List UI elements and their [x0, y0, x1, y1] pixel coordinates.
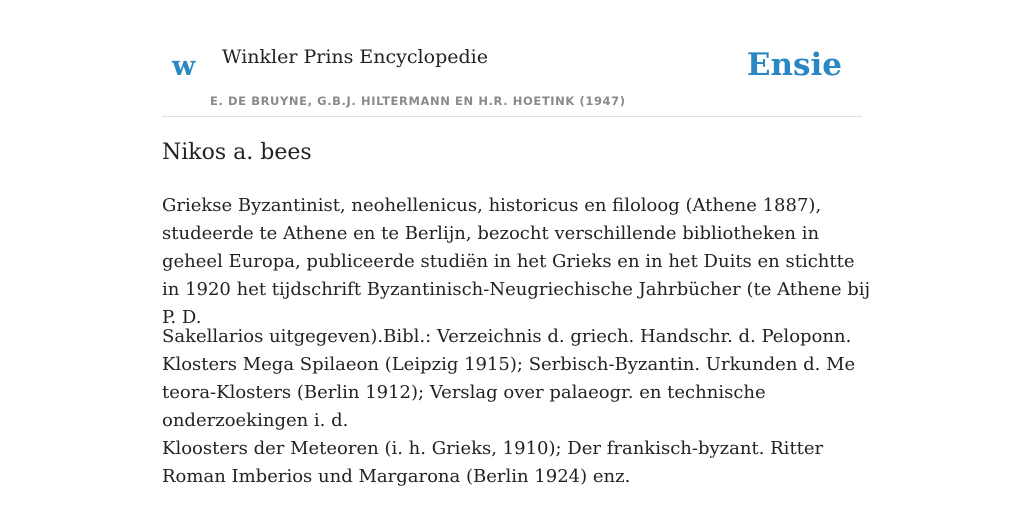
logo-icon[interactable]: w	[172, 51, 196, 82]
article-paragraph-2: Sakellarios uitgegeven).Bibl.: Verzeichnis d. griech. Handschr. d. Peloponn. Klosters Mega Spilaeon (Leipzig 1915); Serbisch-Byzantin. Urkunden d. Me teora-Klosters (Berlin 1912); Verslag over palaeogr. en technische onderzoekingen i. d.	[162, 326, 856, 431]
authors-line: E. DE BRUYNE, G.B.J. HILTERMANN EN H.R. HOETINK (1947)	[210, 94, 626, 108]
ensie-brand-link[interactable]: Ensie	[746, 47, 842, 83]
book-title-link[interactable]: Winkler Prins Encyclopedie	[222, 46, 488, 68]
header	[162, 0, 862, 117]
article-paragraph-1: Griekse Byzantinist, neohellenicus, historicus en filoloog (Athene 1887), studeerde te Athene en te Berlijn, bezocht verschillende bibliotheken in geheel Europa, publiceerde studiën in het Grieks en in het Duits en stichtte in 1920 het tijdschrift Byzantinisch-Neugriechische Jahrbücher (te Athene bij P. D.	[162, 195, 871, 328]
article-paragraph-3: Kloosters der Meteoren (i. h. Grieks, 1910); Der frankisch-byzant. Ritter Roman Imberios und Margarona (Berlin 1924) enz.	[162, 438, 824, 487]
article-title: Nikos a. bees	[162, 140, 312, 165]
